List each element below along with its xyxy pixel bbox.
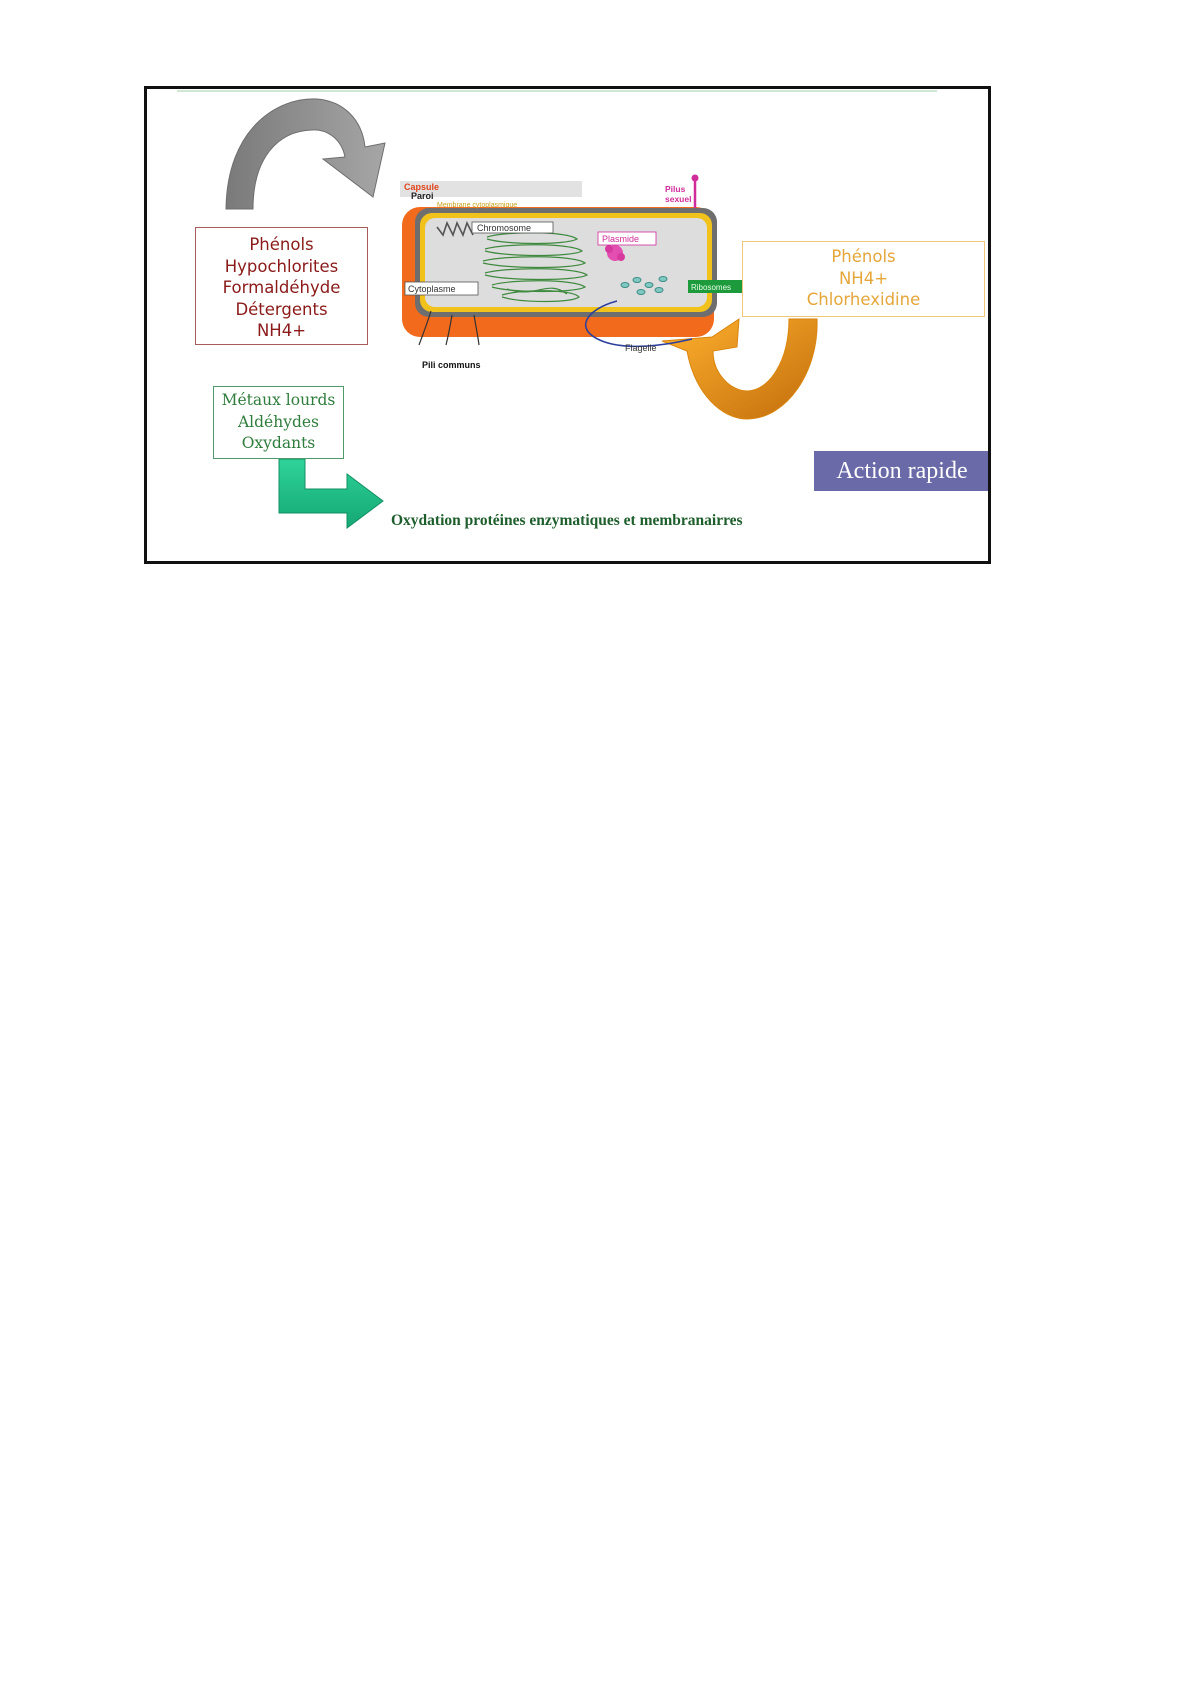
oxidant-agent-line: Aldéhydes xyxy=(237,412,320,431)
cytoplasme-label: Cytoplasme xyxy=(408,284,456,294)
pilus-label-line2: sexuel xyxy=(665,194,692,204)
oxidant-agents-box xyxy=(213,386,344,459)
diagram-figure xyxy=(144,86,991,564)
flagelle-label: Flagelle xyxy=(625,343,657,353)
gray-curved-arrow xyxy=(226,99,385,209)
pili-communs-label: Pili communs xyxy=(422,360,481,370)
oxidant-agent-line: Oxydants xyxy=(241,434,316,452)
right-agent-line: NH4+ xyxy=(838,268,889,288)
left-agent-line: Détergents xyxy=(235,299,328,319)
left-agent-line: Formaldéhyde xyxy=(222,278,341,297)
pilus-sexuel-tip xyxy=(692,175,699,182)
teal-elbow-arrow xyxy=(279,459,383,528)
action-rapide-badge: Action rapide xyxy=(814,451,990,491)
oxidant-agent-line: Métaux lourds xyxy=(221,391,336,409)
right-agent-line: Chlorhexidine xyxy=(806,290,921,309)
plasmide-label: Plasmide xyxy=(602,234,640,244)
left-agent-line: Phénols xyxy=(249,235,314,254)
chromosome-label: Chromosome xyxy=(477,223,532,233)
paroi-label: Paroi xyxy=(411,191,434,201)
capsule-label: Capsule xyxy=(404,182,440,192)
right-agent-line: Phénols xyxy=(831,247,896,266)
membrane-label: Membrane cytoplasmique xyxy=(437,202,518,209)
left-agent-line: NH4+ xyxy=(256,321,307,340)
left-agent-line: Hypochlorites xyxy=(224,256,339,276)
pilus-label-line1: Pilus xyxy=(665,184,686,194)
ribosomes-label: Ribosomes xyxy=(691,283,732,292)
oxidation-caption: Oxydation protéines enzymatiques et membranairres xyxy=(391,512,743,529)
right-agents-box xyxy=(742,241,985,317)
left-agents-box xyxy=(195,227,368,345)
